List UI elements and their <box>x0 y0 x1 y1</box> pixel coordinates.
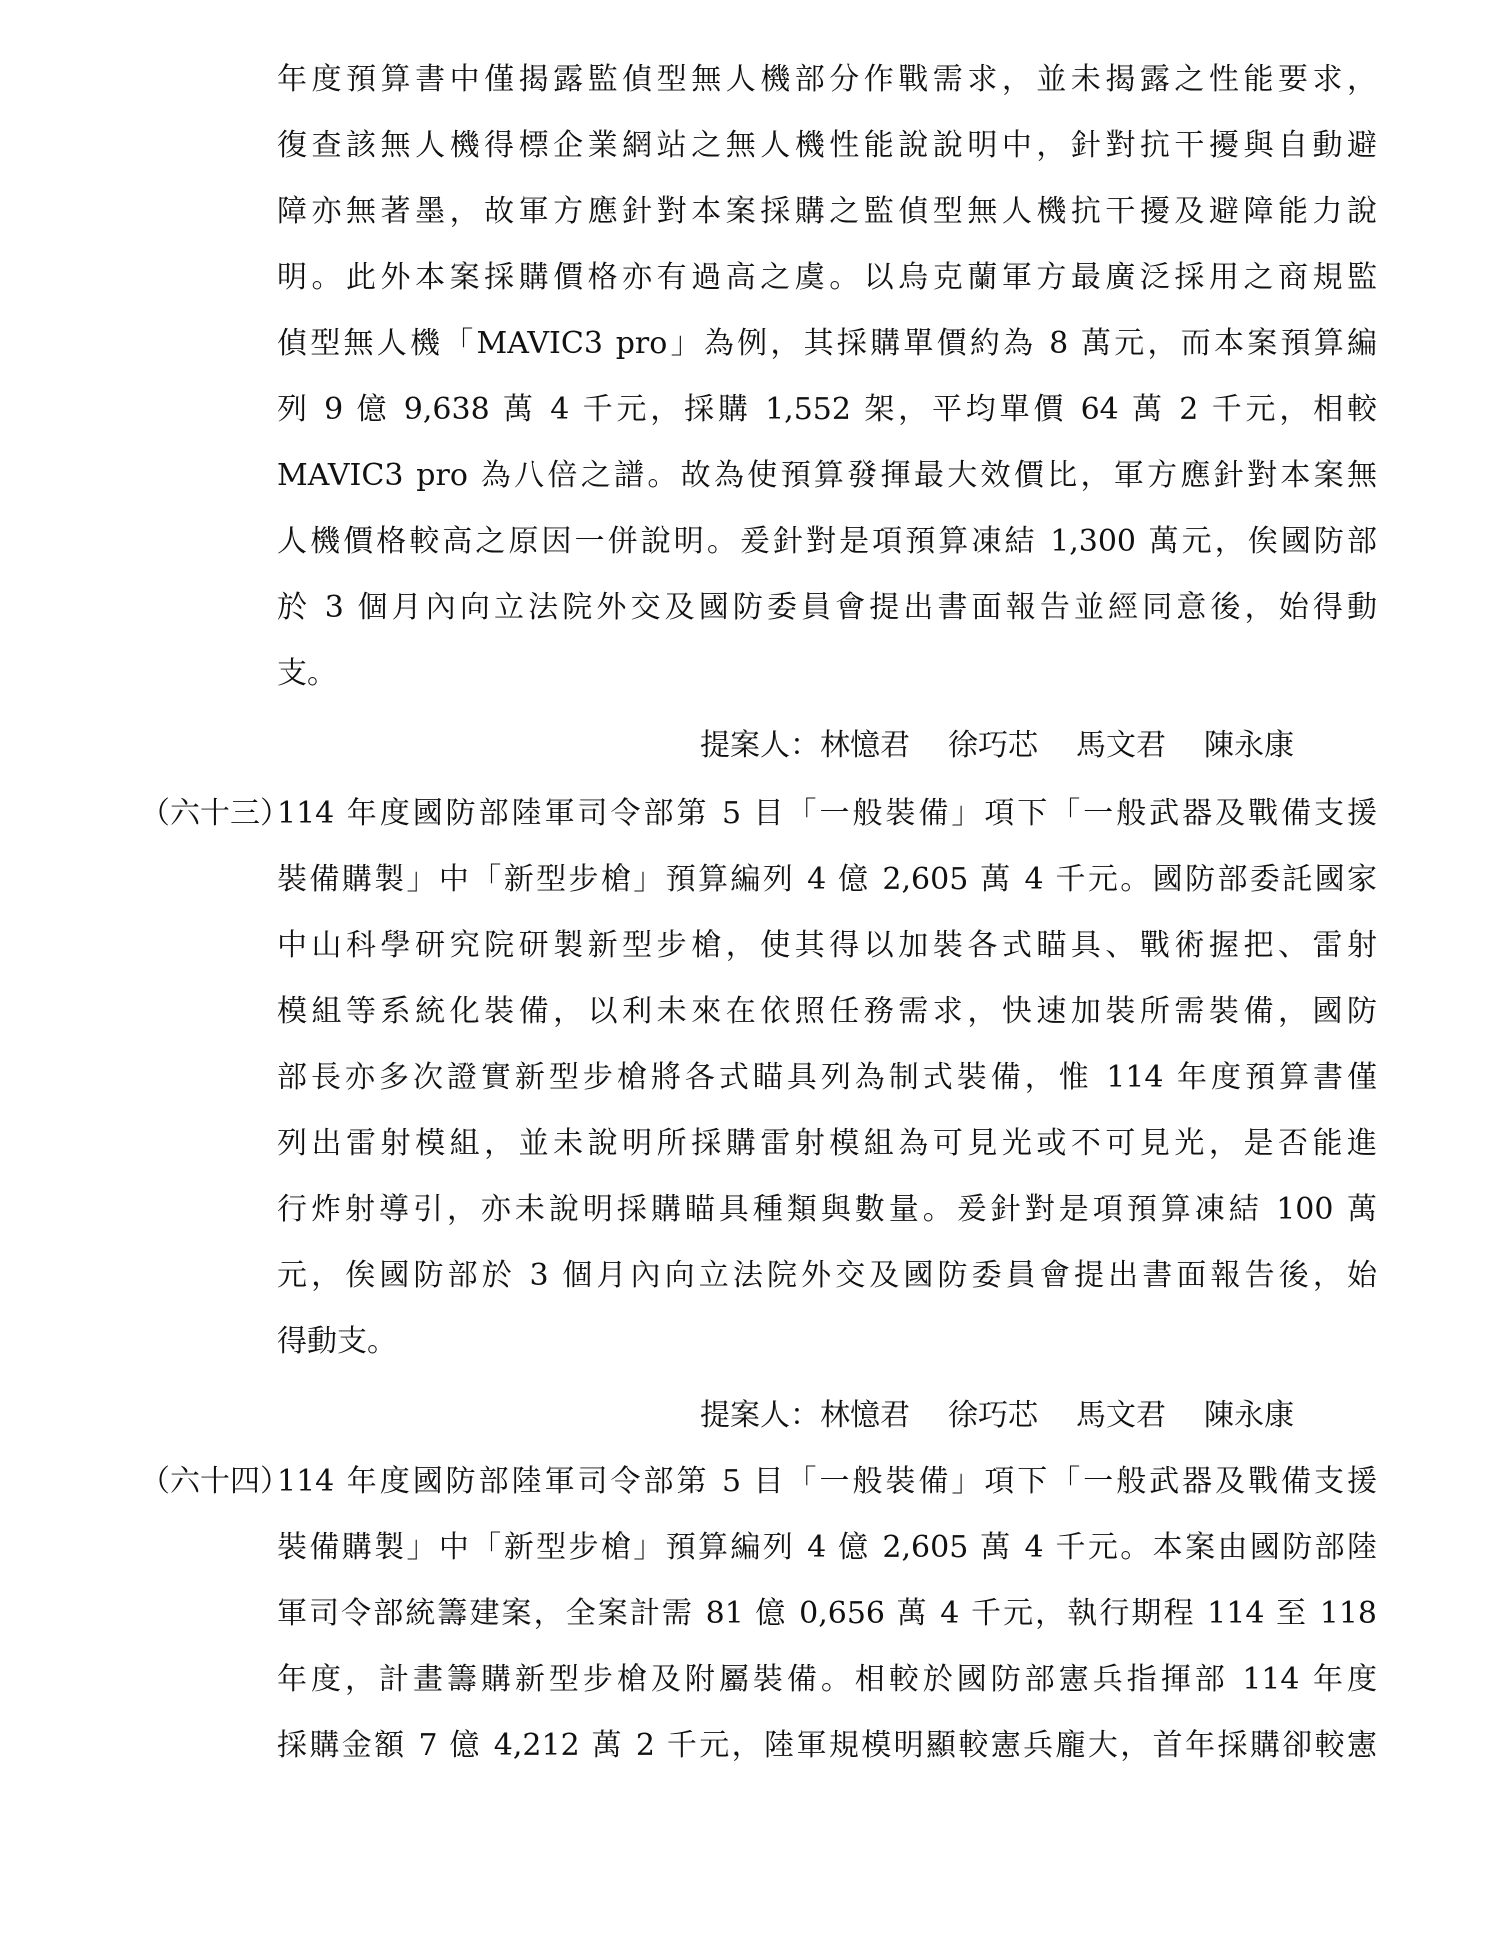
paragraph-line: 年度，計畫籌購新型步槍及附屬裝備。相較於國防部憲兵指揮部 114 年度 <box>277 1662 1377 1697</box>
paragraph-line: 元，俟國防部於 3 個月內向立法院外交及國防委員會提出書面報告後，始 <box>277 1258 1377 1293</box>
proposer-name: 徐巧芯 <box>948 728 1038 763</box>
paragraph-line: 於 3 個月內向立法院外交及國防委員會提出書面報告並經同意後，始得動 <box>277 590 1377 625</box>
paragraph-line: 列 9 億 9,638 萬 4 千元，採購 1,552 架，平均單價 64 萬 2 千元，相較 <box>277 392 1377 427</box>
paragraph-line: MAVIC3 pro 為八倍之譜。故為使預算發揮最大效價比，軍方應針對本案無 <box>277 458 1377 493</box>
proposer-name: 馬文君 <box>1076 1398 1166 1433</box>
item-number: （六十四） <box>140 1464 290 1499</box>
paragraph-line: 支。 <box>277 656 337 691</box>
paragraph-line: 裝備購製」中「新型步槍」預算編列 4 億 2,605 萬 4 千元。國防部委託國家 <box>277 862 1377 897</box>
paragraph-line: 裝備購製」中「新型步槍」預算編列 4 億 2,605 萬 4 千元。本案由國防部陸 <box>277 1530 1377 1565</box>
paragraph-line: 114 年度國防部陸軍司令部第 5 目「一般裝備」項下「一般武器及戰備支援 <box>277 796 1377 831</box>
proposer-name: 陳永康 <box>1204 728 1294 763</box>
paragraph-line: 軍司令部統籌建案，全案計需 81 億 0,656 萬 4 千元，執行期程 114 至 118 <box>277 1596 1377 1631</box>
paragraph-line: 部長亦多次證實新型步槍將各式瞄具列為制式裝備，惟 114 年度預算書僅 <box>277 1060 1377 1095</box>
paragraph-line: 114 年度國防部陸軍司令部第 5 目「一般裝備」項下「一般武器及戰備支援 <box>277 1464 1377 1499</box>
item-number: （六十三） <box>140 796 290 831</box>
paragraph-line: 模組等系統化裝備，以利未來在依照任務需求，快速加裝所需裝備，國防 <box>277 994 1377 1029</box>
paragraph-line: 中山科學研究院研製新型步槍，使其得以加裝各式瞄具、戰術握把、雷射 <box>277 928 1377 963</box>
proposer-label: 提案人：林憶君 <box>700 1398 910 1433</box>
proposer-name: 馬文君 <box>1076 728 1166 763</box>
proposers-line <box>700 1396 1340 1436</box>
paragraph-line: 年度預算書中僅揭露監偵型無人機部分作戰需求，並未揭露之性能要求， <box>277 62 1377 97</box>
paragraph-line: 人機價格較高之原因一併說明。爰針對是項預算凍結 1,300 萬元，俟國防部 <box>277 524 1377 559</box>
proposers-line <box>700 726 1340 766</box>
paragraph-line: 偵型無人機「MAVIC3 pro」為例，其採購單價約為 8 萬元，而本案預算編 <box>277 326 1377 361</box>
paragraph-line: 明。此外本案採購價格亦有過高之虞。以烏克蘭軍方最廣泛採用之商規監 <box>277 260 1377 295</box>
paragraph-line: 得動支。 <box>277 1324 397 1359</box>
paragraph-line: 行炸射導引，亦未說明採購瞄具種類與數量。爰針對是項預算凍結 100 萬 <box>277 1192 1377 1227</box>
proposer-name: 陳永康 <box>1204 1398 1294 1433</box>
paragraph-line: 復查該無人機得標企業網站之無人機性能說說明中，針對抗干擾與自動避 <box>277 128 1377 163</box>
paragraph-line: 障亦無著墨，故軍方應針對本案採購之監偵型無人機抗干擾及避障能力說 <box>277 194 1377 229</box>
proposer-label: 提案人：林憶君 <box>700 728 910 763</box>
paragraph-line: 列出雷射模組，並未說明所採購雷射模組為可見光或不可見光，是否能進 <box>277 1126 1377 1161</box>
proposer-name: 徐巧芯 <box>948 1398 1038 1433</box>
paragraph-line: 採購金額 7 億 4,212 萬 2 千元，陸軍規模明顯較憲兵龐大，首年採購卻較憲 <box>277 1728 1377 1763</box>
